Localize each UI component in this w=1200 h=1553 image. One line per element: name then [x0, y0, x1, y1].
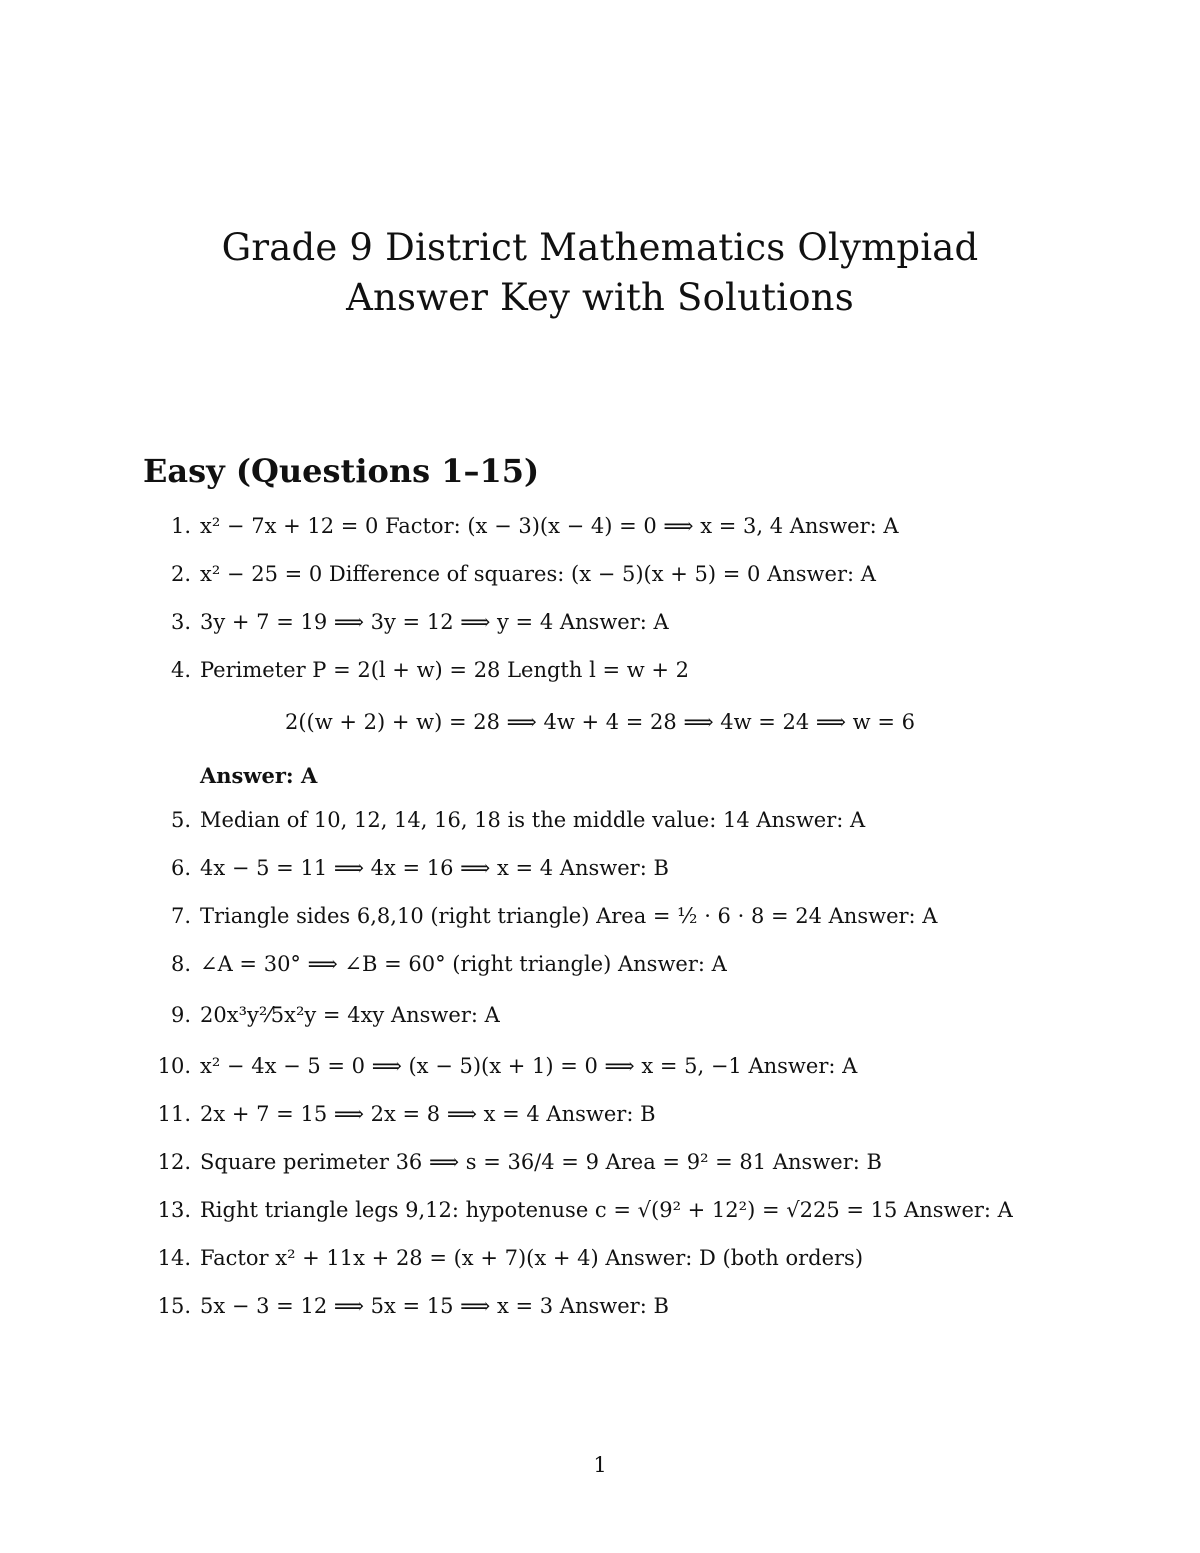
item-solution: Factor x² + 11x + 28 = (x + 7)(x + 4) Answer: D (both orders)	[200, 1246, 864, 1270]
item-number: 14.	[157, 1246, 191, 1270]
item-number: 6.	[170, 856, 191, 880]
item-number: 1.	[170, 514, 191, 538]
item-solution: x² − 25 = 0 Difference of squares: (x − 5)(x + 5) = 0 Answer: A	[200, 562, 876, 586]
page-number: 1	[593, 1453, 607, 1477]
item-number: 4.	[170, 658, 191, 682]
item-number: 10.	[157, 1054, 191, 1078]
section-heading: Easy (Questions 1–15)	[143, 452, 540, 490]
item-solution: ∠A = 30° ⟹ ∠B = 60° (right triangle) Answer: A	[200, 952, 727, 976]
display-equation: 2((w + 2) + w) = 28 ⟹ 4w + 4 = 28 ⟹ 4w = 24 ⟹ w = 6	[285, 710, 915, 734]
document-title-line-1: Grade 9 District Mathematics Olympiad	[221, 226, 979, 269]
item-4-answer: Answer: A	[200, 763, 318, 788]
item-number: 9.	[170, 1003, 191, 1027]
item-number: 11.	[157, 1102, 191, 1126]
item-solution: 5x − 3 = 12 ⟹ 5x = 15 ⟹ x = 3 Answer: B	[200, 1294, 669, 1318]
item-number: 5.	[170, 808, 191, 832]
item-number: 3.	[170, 610, 191, 634]
item-solution: Perimeter P = 2(l + w) = 28 Length l = w + 2	[200, 658, 690, 682]
item-number: 15.	[157, 1294, 191, 1318]
item-number: 2.	[170, 562, 191, 586]
item-number: 12.	[157, 1150, 191, 1174]
item-solution: 3y + 7 = 19 ⟹ 3y = 12 ⟹ y = 4 Answer: A	[200, 610, 669, 634]
item-number: 8.	[170, 952, 191, 976]
item-number: 7.	[170, 904, 191, 928]
item-solution: 4x − 5 = 11 ⟹ 4x = 16 ⟹ x = 4 Answer: B	[200, 856, 669, 880]
item-solution: 2x + 7 = 15 ⟹ 2x = 8 ⟹ x = 4 Answer: B	[200, 1102, 656, 1126]
item-solution: 20x³y²⁄5x²y = 4xy Answer: A	[200, 1003, 500, 1027]
item-solution: Square perimeter 36 ⟹ s = 36/4 = 9 Area = 9² = 81 Answer: B	[200, 1150, 882, 1174]
item-number: 13.	[157, 1198, 191, 1222]
item-solution: x² − 4x − 5 = 0 ⟹ (x − 5)(x + 1) = 0 ⟹ x = 5, −1 Answer: A	[200, 1054, 858, 1078]
document-title-line-2: Answer Key with Solutions	[346, 276, 854, 319]
item-solution: Triangle sides 6,8,10 (right triangle) Area = ½ · 6 · 8 = 24 Answer: A	[200, 904, 938, 928]
item-solution: Median of 10, 12, 14, 16, 18 is the middle value: 14 Answer: A	[200, 808, 866, 832]
item-solution: Right triangle legs 9,12: hypotenuse c = √(9² + 12²) = √225 = 15 Answer: A	[200, 1198, 1013, 1222]
item-solution: x² − 7x + 12 = 0 Factor: (x − 3)(x − 4) = 0 ⟹ x = 3, 4 Answer: A	[200, 514, 899, 538]
